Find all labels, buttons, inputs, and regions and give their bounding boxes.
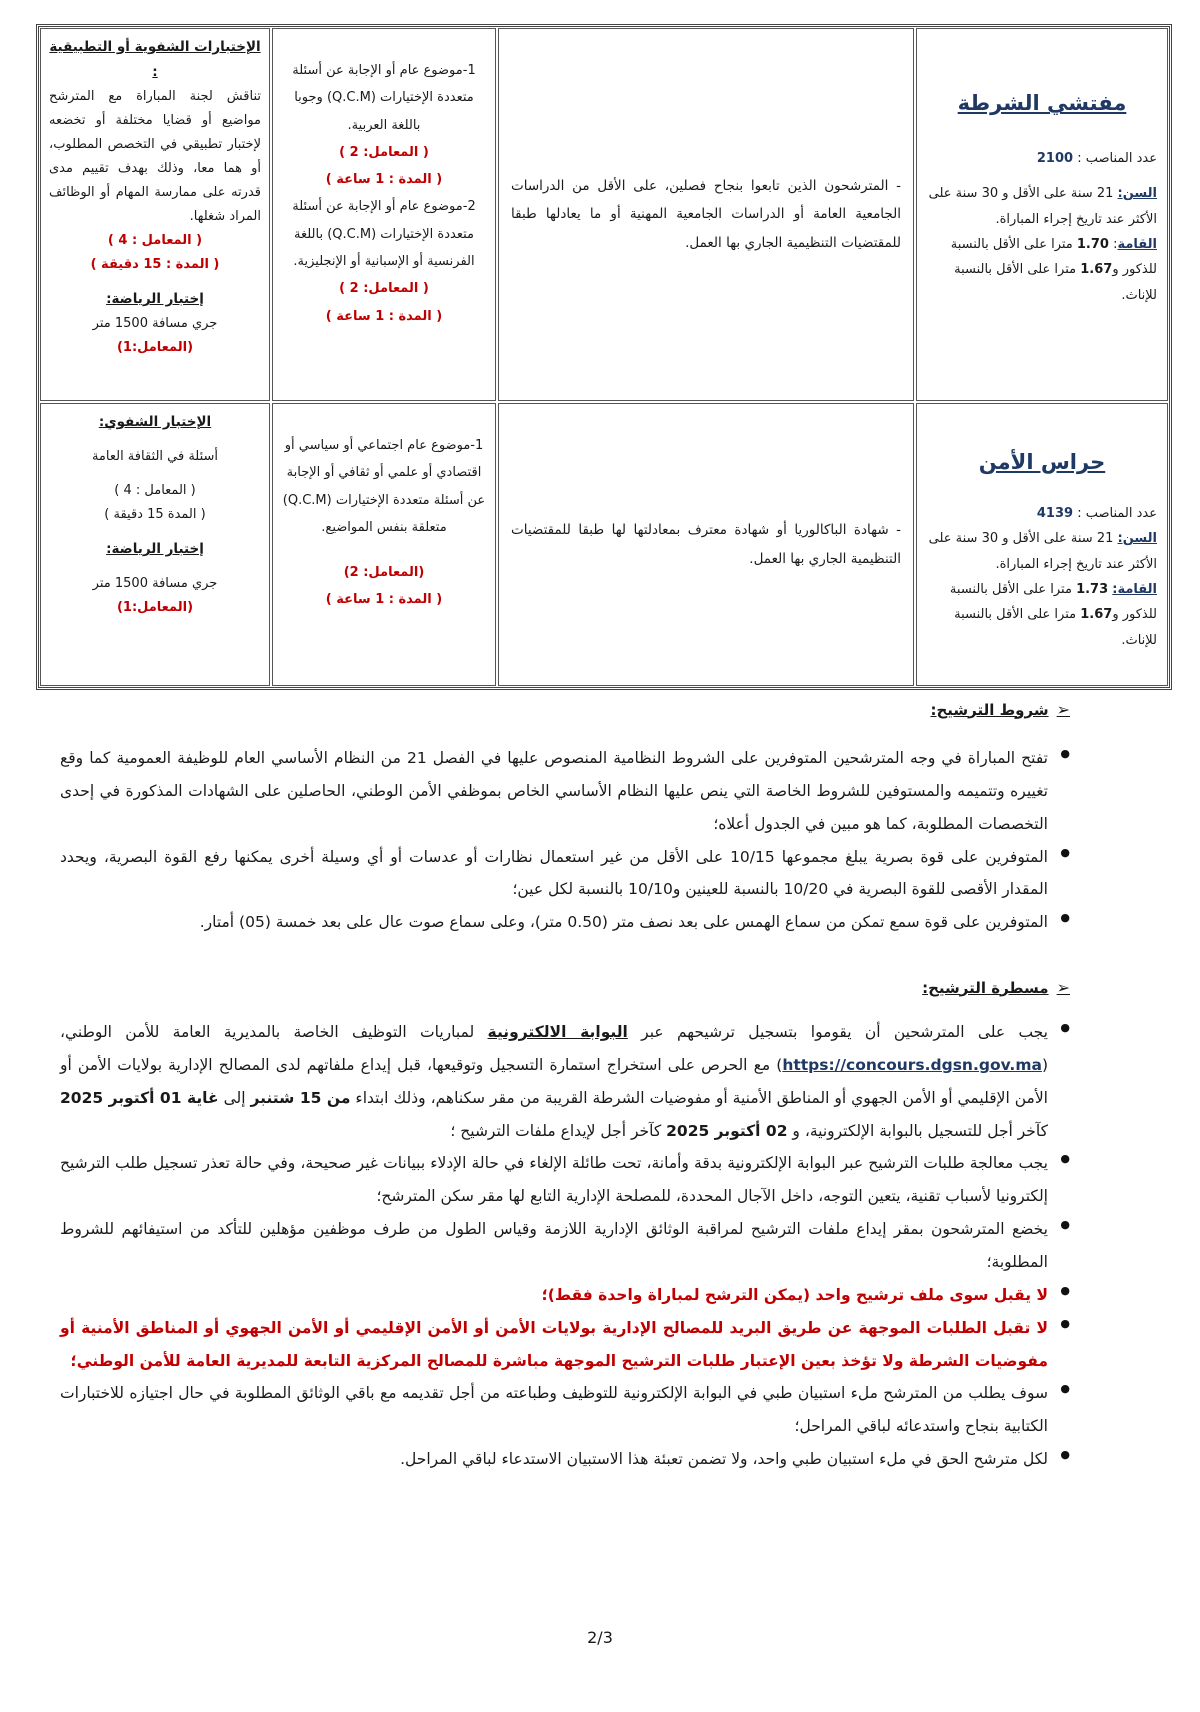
oral-coefficient: ( المعامل : 4 ): [107, 233, 203, 249]
posts-count: [927, 501, 1157, 526]
written-test-1: 1-موضوع عام اجتماعي أو سياسي أو اقتصادي أو علمي أو ثقافي أو الإجابة عن أسئلة متعددة الإختيارات (Q.C.M) متعلقة بنفس المواضيع.: [282, 438, 486, 535]
diploma-requirement: - شهادة الباكالوريا أو شهادة معترف بمعادلتها لها طبقا للمقتضيات التنظيمية الجاري بها العمل.: [511, 522, 901, 567]
list-item: ● لا يقبل سوى ملف ترشيح واحد (يمكن الترشح لمباراة واحدة فقط)؛: [60, 1279, 1070, 1312]
posts-count-value: 2100: [1036, 150, 1074, 166]
list-item: ● يجب على المترشحين أن يقوموا بتسجيل ترشيحهم عبر البوابة الالكترونية لمباريات التوظيف الخاصة بالمديرية العامة للأمن الوطني، (https://concours.dgsn.gov.ma) مع الحرص على استخراج استمارة التسجيل وتوقيعها، قبل إيداع ملفاتهم لدى المصالح الإدارية بولايات الأمن أو الأمن الإقليمي أو الأمن الجهوي أو المناطق الأمنية أو مفوضيات الشرطة القريبة من مقر سكناهم، وذلك ابتداء من 15 شتنبر إلى غاية 01 أكتوبر 2025 كآخر أجل للتسجيل بالبوابة الإلكترونية، و 02 أكتوبر 2025 كآخر أجل لإيداع ملفات الترشيح ؛: [60, 1016, 1070, 1147]
posts-count-label: عدد المناصب :: [1077, 150, 1157, 166]
oral-tests-title: الإختبارات الشفوية أو التطبيقية :: [49, 39, 261, 80]
written-test-1-duration: ( المدة : 1 ساعة ): [325, 592, 443, 608]
height-label: القامة:: [1112, 581, 1157, 597]
sport-coefficient: (المعامل:1): [116, 340, 194, 356]
start-date: من 15 شتنبر: [250, 1088, 351, 1107]
list-item: ● تفتح المباراة في وجه المترشحين المتوفرين على الشروط النظامية المنصوص عليها في الفصل 21 من النظام الأساسي العام للوظيفة العمومية كما وقع تغييره وتتميمه والمستوفين للشروط الخاصة التي ينص عليها النظام الأساسي الخاص بموظفي الأمن الوطني، الحاصلين على الشهادات المذكورة في إحدى التخصصات المطلوبة، كما هو مبين في الجدول أعلاه؛: [60, 742, 1070, 841]
posts-count-label: عدد المناصب :: [1077, 505, 1157, 521]
posts-count-value: 4139: [1036, 505, 1074, 521]
age-label: السن:: [1117, 531, 1157, 547]
post-title: حراس الأمن: [978, 450, 1106, 474]
height-female-value: 1.67: [1080, 607, 1113, 623]
conditions-list: [60, 742, 1070, 939]
age-text: 21 سنة على الأقل و 30 سنة على الأكثر عند تاريخ إجراء المباراة.: [928, 186, 1157, 227]
sport-coefficient: (المعامل:1): [116, 600, 194, 616]
post-title: مفتشي الشرطة: [957, 91, 1127, 115]
list-item: ● يخضع المترشحون بمقر إيداع ملفات الترشيح لمراقبة الوثائق الإدارية اللازمة وقياس الطول من طرف موظفين مؤهلين للتأكد من استيفائهم للشروط المطلوبة؛: [60, 1213, 1070, 1279]
list-item: ● لكل مترشح الحق في ملء استبيان طبي واحد، ولا تضمن تعبئة هذا الاستبيان الاستدعاء لباقي المراحل.: [60, 1443, 1070, 1476]
oral-tests-text: أسئلة في الثقافة العامة: [91, 448, 219, 464]
list-item: ● لا تقبل الطلبات الموجهة عن طريق البريد للمصالح الإدارية بولايات الأمن أو الأمن الإقليمي أو الأمن الجهوي أو المناطق الأمنية أو مفوضيات الشرطة ولا تؤخذ بعين الإعتبار طلبات الترشيح الموجهة مباشرة للمصالح المركزية التابعة للمديرية العامة للأمن الوطني؛: [60, 1312, 1070, 1378]
portal-name: البوابة الالكترونية: [487, 1023, 628, 1041]
oral-tests-cell: [40, 403, 270, 686]
sport-test-title: إختبار الرياضة:: [106, 541, 204, 558]
sport-test-text: جري مسافة 1500 متر: [92, 316, 218, 332]
diploma-requirement: - المترشحون الذين تابعوا بنجاح فصلين، على الأقل من الدراسات الجامعية العامة أو الدراسات الجامعية المهنية أو ما يعادلها طبقا للمقتضيات التنظيمية الجاري بها العمل.: [511, 177, 901, 251]
written-test-1: 1-موضوع عام أو الإجابة عن أسئلة متعددة الإختيارات (Q.C.M) وجوبا باللغة العربية.: [292, 63, 476, 133]
oral-coefficient: ( المعامل : 4 ): [114, 483, 196, 499]
procedure-title: مسطرة الترشيح:: [922, 978, 1049, 997]
height-male-value: 1.70: [1076, 236, 1109, 252]
written-test-2-duration: ( المدة : 1 ساعة ): [325, 308, 443, 324]
diploma-cell: [498, 403, 914, 686]
procedure-heading: [922, 978, 1070, 997]
post-cell: [916, 403, 1168, 686]
oral-duration: ( المدة 15 دقيقة ): [104, 507, 206, 523]
page-number: 2/3: [587, 1628, 613, 1647]
post-cell: [916, 28, 1168, 401]
height-male-value: 1.73: [1076, 581, 1109, 597]
age-requirement: [927, 181, 1157, 232]
written-test-1-duration: ( المدة : 1 ساعة ): [325, 172, 443, 188]
height-requirement: القامة: 1.73 مترا على الأقل بالنسبة للذكور و1.67 مترا على الأقل بالنسبة للإناث.: [949, 581, 1157, 648]
age-label: السن:: [1117, 186, 1157, 202]
sport-test-title: إختبار الرياضة:: [106, 291, 204, 308]
age-text: 21 سنة على الأقل و 30 سنة على الأكثر عند تاريخ إجراء المباراة.: [928, 531, 1157, 572]
written-test-1-coefficient: ( المعامل: 2 ): [339, 144, 429, 160]
procedure-list: [60, 1016, 1070, 1476]
oral-tests-text: تناقش لجنة المباراة مع المترشح مواضيع أو قضايا مختلفة أو تخضعه لإختبار تطبيقي في التخصص المطلوب، أو هما معا، وذلك بهدف تقييم مدى قدرته على ممارسة المهام أو الوظائف المراد شغلها.: [49, 88, 261, 225]
conditions-title: شروط الترشيح:: [930, 700, 1049, 719]
conditions-heading: [930, 700, 1070, 719]
sport-test-text: جري مسافة 1500 متر: [92, 576, 218, 592]
recruitment-table: [36, 24, 1172, 690]
written-tests-cell: [272, 403, 496, 686]
posts-count: [927, 146, 1157, 171]
diploma-cell: [498, 28, 914, 401]
oral-tests-title: الإختبار الشفوي:: [98, 414, 212, 430]
oral-duration: ( المدة : 15 دقيقة ): [90, 257, 220, 273]
written-test-2-coefficient: ( المعامل: 2 ): [339, 281, 429, 297]
registration-deadline: غاية 01 أكتوبر 2025: [60, 1088, 219, 1107]
oral-tests-cell: [40, 28, 270, 401]
list-item: ● يجب معالجة طلبات الترشيح عبر البوابة الإلكترونية بدقة وأمانة، تحت طائلة الإلغاء في حالة الإدلاء ببيانات غير صحيحة، وفي حالة تعذر تسجيل طلب الترشيح إلكترونيا لأسباب تقنية، يتعين التوجه، داخل الآجال المحددة، للمصلحة الإدارية التابع لها مقر سكن المترشح؛: [60, 1147, 1070, 1213]
portal-link[interactable]: https://concours.dgsn.gov.ma: [782, 1055, 1042, 1074]
list-item: ● المتوفرين على قوة سمع تمكن من سماع الهمس على بعد نصف متر (0.50 متر)، وعلى سماع صوت عال على بعد خمسة (05) أمتار.: [60, 906, 1070, 939]
age-requirement: [927, 526, 1157, 577]
written-tests-cell: [272, 28, 496, 401]
list-item: ● المتوفرين على قوة بصرية يبلغ مجموعها 10/15 على الأقل من غير استعمال نظارات أو عدسات أو أي وسيلة أخرى يمكنها رفع القوة البصرية، ويحدد المقدار الأقصى للقوة البصرية في 10/20 بالنسبة للعينين و10/10 بالنسبة لكل عين؛: [60, 841, 1070, 907]
arrow-bullet-icon: ➢: [1056, 700, 1070, 719]
written-test-2: 2-موضوع عام أو الإجابة عن أسئلة متعددة الإختيارات (Q.C.M) باللغة الفرنسية أو الإسبانية أو الإنجليزية.: [292, 199, 476, 270]
height-label: القامة: [1117, 236, 1157, 252]
filing-deadline: 02 أكتوبر 2025: [666, 1121, 788, 1140]
height-female-value: 1.67: [1080, 262, 1113, 278]
list-item: ● سوف يطلب من المترشح ملء استبيان طبي في البوابة الإلكترونية للتوظيف وطباعته من أجل تقديمه مع باقي الوثائق المطلوبة في حال اجتيازه للاختبارات الكتابية بنجاح واستدعائه لباقي المراحل؛: [60, 1377, 1070, 1443]
arrow-bullet-icon: ➢: [1056, 978, 1070, 997]
written-test-1-coefficient: (المعامل: 2): [343, 565, 425, 581]
height-requirement: القامة: 1.70 مترا على الأقل بالنسبة للذكور و1.67 مترا على الأقل بالنسبة للإناث.: [950, 236, 1157, 303]
